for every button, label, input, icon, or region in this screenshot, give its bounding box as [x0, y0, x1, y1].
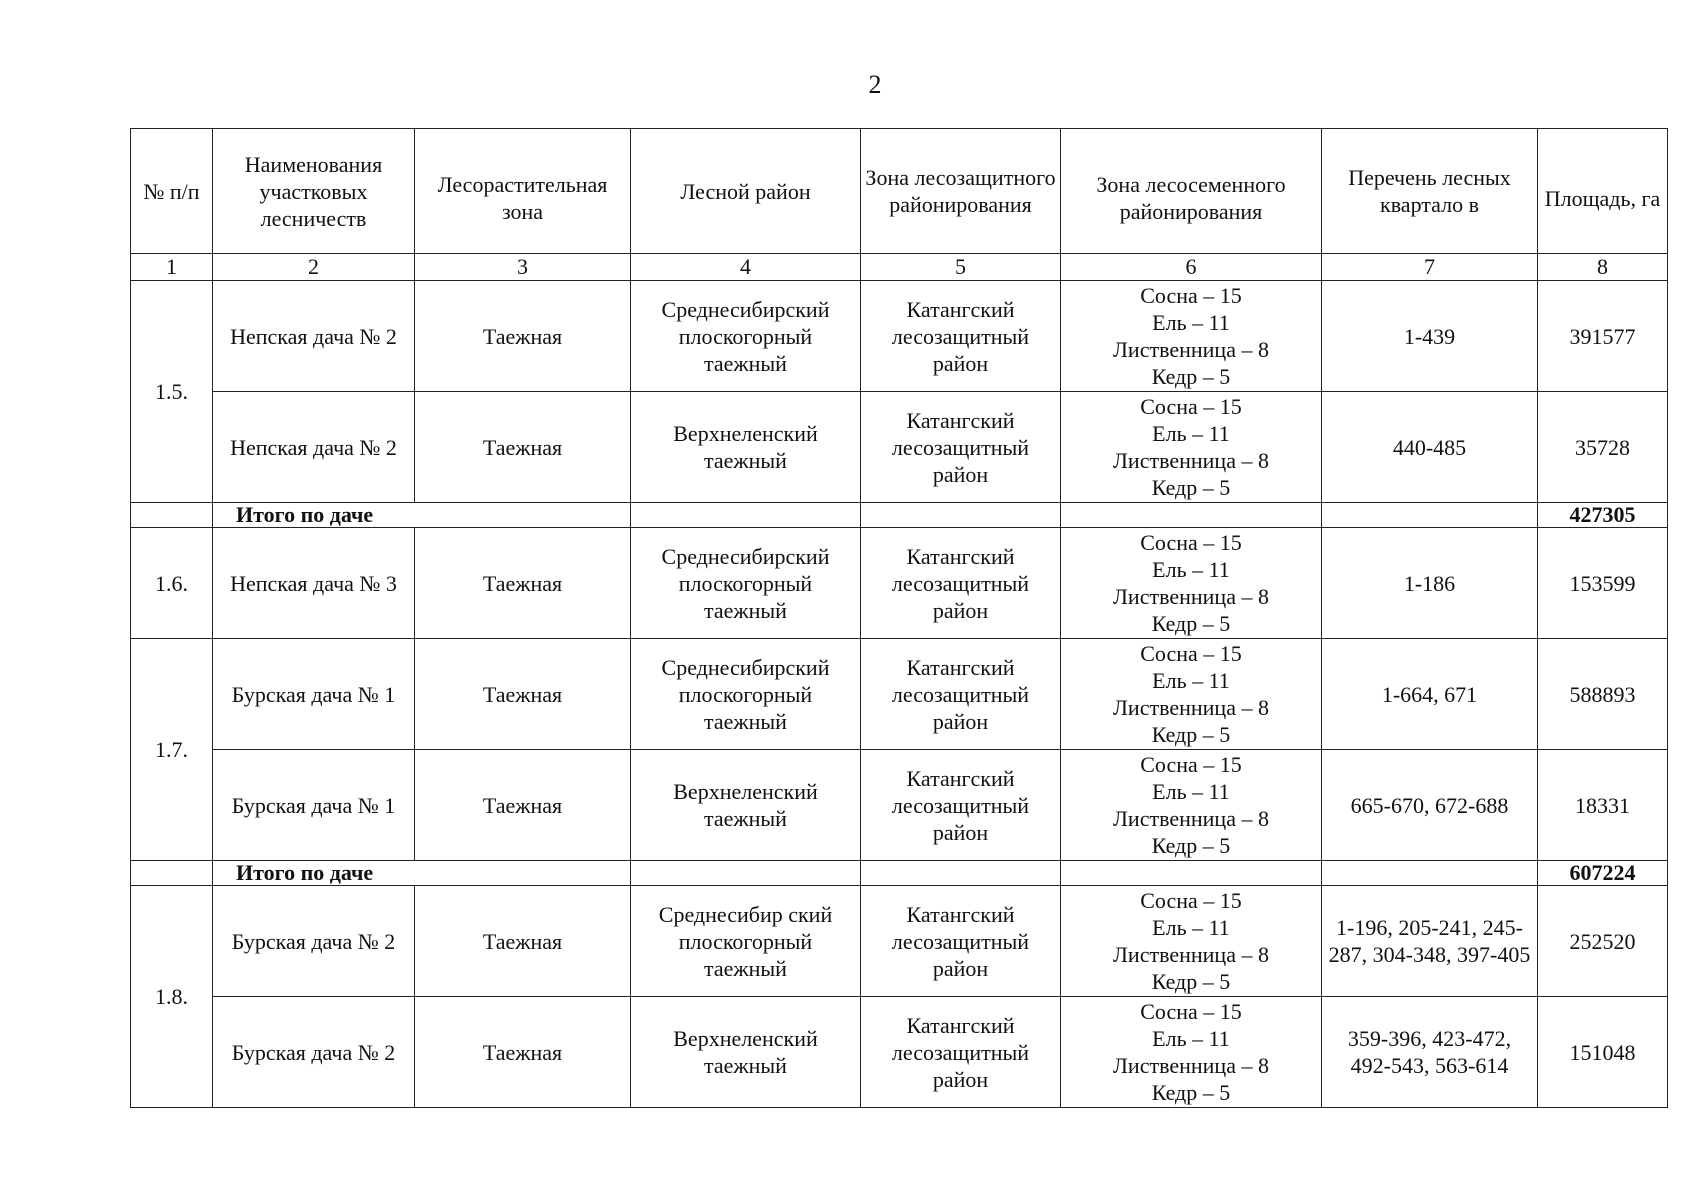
seed-zone [1061, 997, 1322, 1108]
seed-zone-item: Ель – 11 [1152, 668, 1230, 693]
table-row [131, 997, 1668, 1108]
seed-zone-item: Кедр – 5 [1151, 969, 1231, 994]
area-value: 18331 [1538, 750, 1668, 861]
area-value: 153599 [1538, 528, 1668, 639]
quarters-list: 1-664, 671 [1322, 639, 1538, 750]
seed-zone [1061, 528, 1322, 639]
table-row [131, 886, 1668, 997]
seed-zone [1061, 281, 1322, 392]
seed-zone-item: Ель – 11 [1152, 915, 1230, 940]
forestry-name: Бурская дача № 1 [213, 750, 415, 861]
area-value: 391577 [1538, 281, 1668, 392]
protection-zone: Катангский лесозащитный район [861, 392, 1061, 503]
total-area-value: 607224 [1538, 861, 1668, 886]
seed-zone-item: Кедр – 5 [1151, 475, 1231, 500]
seed-zone-item: Сосна – 15 [1140, 394, 1242, 419]
table-row [131, 528, 1668, 639]
header-number: № п/п [131, 129, 213, 254]
forestry-name: Бурская дача № 1 [213, 639, 415, 750]
seed-zone [1061, 750, 1322, 861]
protection-zone: Катангский лесозащитный район [861, 281, 1061, 392]
header-forestry-name: Наименования участковых лесничеств [213, 129, 415, 254]
column-number: 1 [131, 254, 213, 281]
forestry-name: Непская дача № 3 [213, 528, 415, 639]
header-vegetation-zone: Лесорастительная зона [415, 129, 631, 254]
seed-zone-item: Сосна – 15 [1140, 752, 1242, 777]
seed-zone-item: Сосна – 15 [1140, 641, 1242, 666]
header-row [131, 129, 1668, 254]
vegetation-zone: Таежная [415, 528, 631, 639]
forest-district: Среднесибирский плоскогорный таежный [631, 639, 861, 750]
column-number-row [131, 254, 1668, 281]
header-quarters-list: Перечень лесных квартало в [1322, 129, 1538, 254]
seed-zone-item: Ель – 11 [1152, 421, 1230, 446]
forestry-name: Бурская дача № 2 [213, 886, 415, 997]
quarters-list: 665-670, 672-688 [1322, 750, 1538, 861]
seed-zone-item: Ель – 11 [1152, 557, 1230, 582]
quarters-list: 359-396, 423-472, 492-543, 563-614 [1322, 997, 1538, 1108]
seed-zone-item: Лиственница – 8 [1113, 806, 1269, 831]
forest-district: Среднесибирский плоскогорный таежный [631, 528, 861, 639]
total-label: Итого по даче [213, 503, 631, 528]
column-number: 4 [631, 254, 861, 281]
seed-zone-item: Кедр – 5 [1151, 364, 1231, 389]
protection-zone: Катангский лесозащитный район [861, 997, 1061, 1108]
forestry-name: Непская дача № 2 [213, 392, 415, 503]
quarters-list: 1-186 [1322, 528, 1538, 639]
quarters-list: 1-196, 205-241, 245-287, 304-348, 397-405 [1322, 886, 1538, 997]
seed-zone [1061, 886, 1322, 997]
vegetation-zone: Таежная [415, 281, 631, 392]
vegetation-zone: Таежная [415, 392, 631, 503]
area-value: 588893 [1538, 639, 1668, 750]
protection-zone: Катангский лесозащитный район [861, 639, 1061, 750]
total-row [131, 503, 1668, 528]
protection-zone: Катангский лесозащитный район [861, 750, 1061, 861]
protection-zone: Катангский лесозащитный район [861, 886, 1061, 997]
table-row [131, 281, 1668, 392]
table-row [131, 392, 1668, 503]
seed-zone-item: Лиственница – 8 [1113, 695, 1269, 720]
column-number: 8 [1538, 254, 1668, 281]
seed-zone-item: Лиственница – 8 [1113, 942, 1269, 967]
row-number: 1.5. [131, 281, 213, 503]
seed-zone-item: Сосна – 15 [1140, 999, 1242, 1024]
forest-district: Среднесибир ский плоскогорный таежный [631, 886, 861, 997]
seed-zone-item: Ель – 11 [1152, 310, 1230, 335]
vegetation-zone: Таежная [415, 750, 631, 861]
seed-zone-item: Кедр – 5 [1151, 833, 1231, 858]
forest-district: Верхнеленский таежный [631, 392, 861, 503]
table-row [131, 639, 1668, 750]
header-forest-district: Лесной район [631, 129, 861, 254]
row-number: 1.6. [131, 528, 213, 639]
seed-zone-item: Сосна – 15 [1140, 888, 1242, 913]
seed-zone-item: Лиственница – 8 [1113, 337, 1269, 362]
seed-zone-item: Кедр – 5 [1151, 722, 1231, 747]
seed-zone-item: Ель – 11 [1152, 1026, 1230, 1051]
forest-district: Среднесибирский плоскогорный таежный [631, 281, 861, 392]
row-number: 1.8. [131, 886, 213, 1108]
area-value: 252520 [1538, 886, 1668, 997]
seed-zone-item: Кедр – 5 [1151, 611, 1231, 636]
total-area-value: 427305 [1538, 503, 1668, 528]
seed-zone-item: Лиственница – 8 [1113, 584, 1269, 609]
page-number: 2 [868, 70, 882, 99]
row-number: 1.7. [131, 639, 213, 861]
forest-district: Верхнеленский таежный [631, 750, 861, 861]
protection-zone: Катангский лесозащитный район [861, 528, 1061, 639]
seed-zone-item: Лиственница – 8 [1113, 448, 1269, 473]
seed-zone-item: Сосна – 15 [1140, 530, 1242, 555]
total-label: Итого по даче [213, 861, 631, 886]
table-row [131, 750, 1668, 861]
forestry-table [130, 128, 1668, 1108]
column-number: 6 [1061, 254, 1322, 281]
forestry-name: Непская дача № 2 [213, 281, 415, 392]
quarters-list: 440-485 [1322, 392, 1538, 503]
area-value: 35728 [1538, 392, 1668, 503]
total-row [131, 861, 1668, 886]
seed-zone-item: Кедр – 5 [1151, 1080, 1231, 1105]
seed-zone [1061, 639, 1322, 750]
header-protection-zone: Зона лесозащитного районирования [861, 129, 1061, 254]
seed-zone-item: Ель – 11 [1152, 779, 1230, 804]
vegetation-zone: Таежная [415, 886, 631, 997]
forestry-name: Бурская дача № 2 [213, 997, 415, 1108]
header-seed-zone: Зона лесосеменного районирования [1061, 129, 1322, 254]
column-number: 5 [861, 254, 1061, 281]
column-number: 2 [213, 254, 415, 281]
seed-zone-item: Сосна – 15 [1140, 283, 1242, 308]
seed-zone [1061, 392, 1322, 503]
column-number: 7 [1322, 254, 1538, 281]
area-value: 151048 [1538, 997, 1668, 1108]
quarters-list: 1-439 [1322, 281, 1538, 392]
vegetation-zone: Таежная [415, 639, 631, 750]
header-area: Площадь, га [1538, 129, 1668, 254]
column-number: 3 [415, 254, 631, 281]
forest-district: Верхнеленский таежный [631, 997, 861, 1108]
seed-zone-item: Лиственница – 8 [1113, 1053, 1269, 1078]
vegetation-zone: Таежная [415, 997, 631, 1108]
